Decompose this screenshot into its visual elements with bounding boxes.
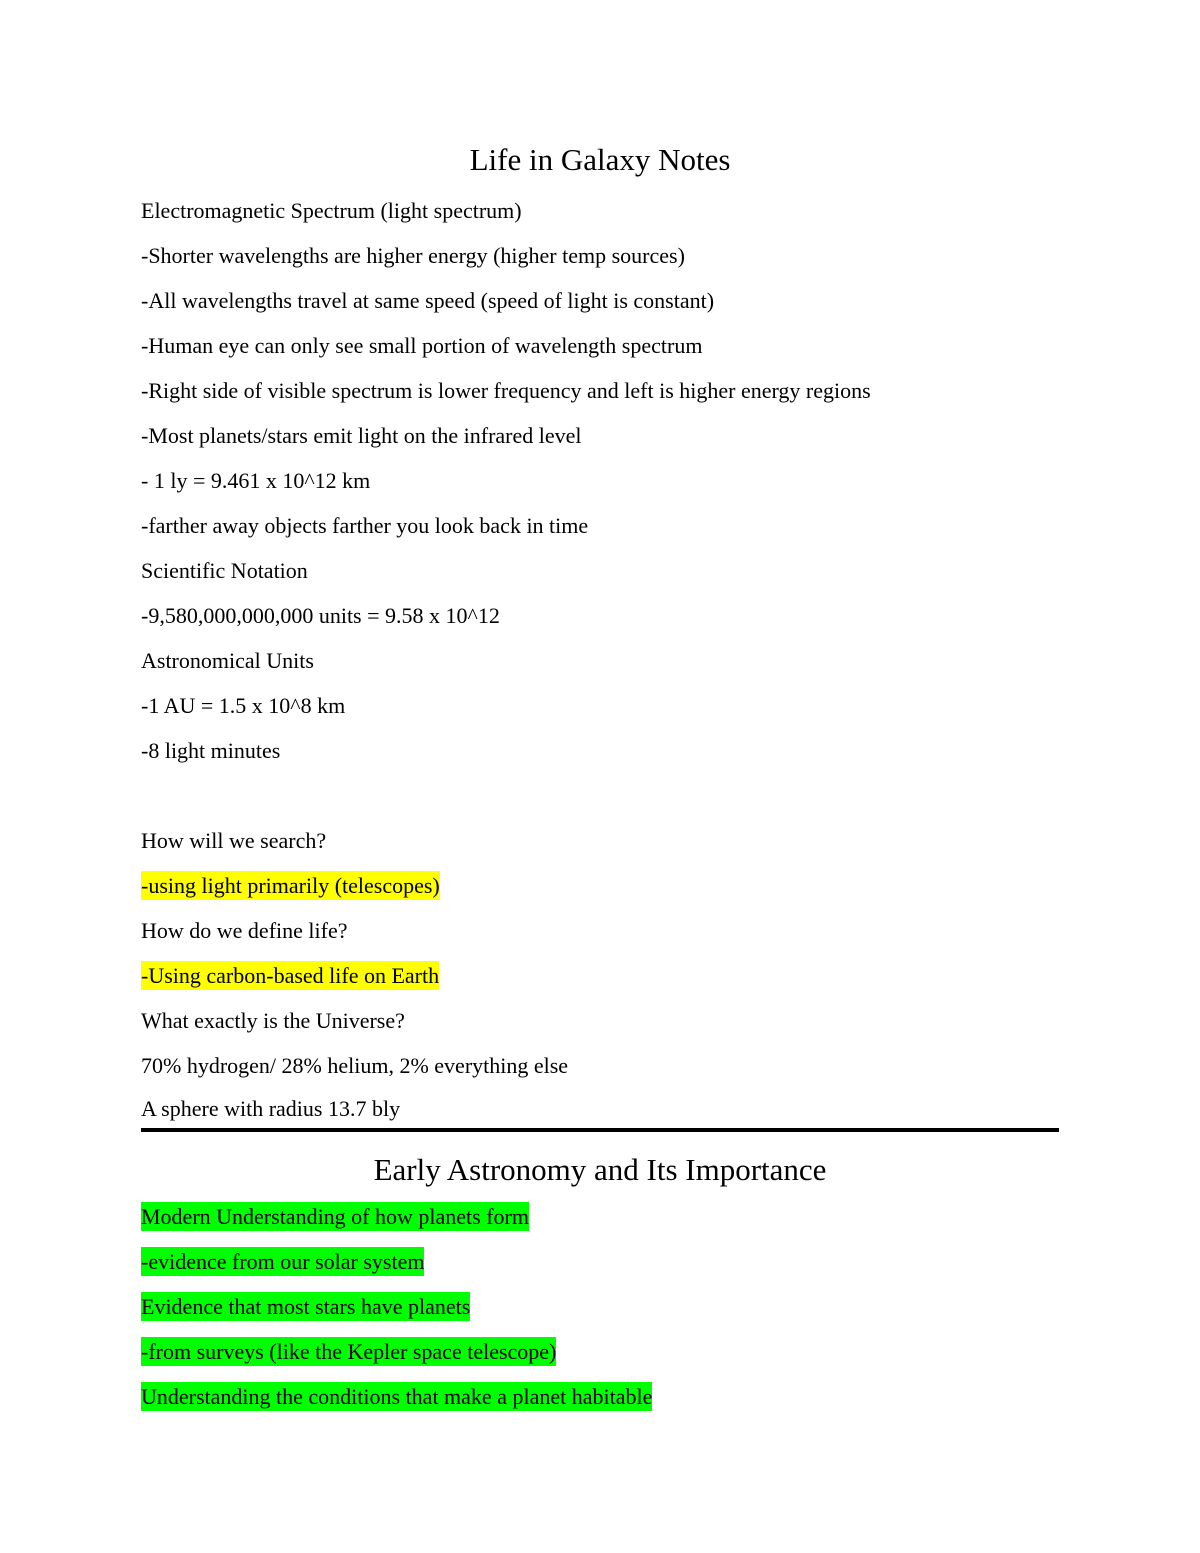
- note-line: -9,580,000,000,000 units = 9.58 x 10^12: [141, 603, 500, 628]
- note-line: Electromagnetic Spectrum (light spectrum): [141, 198, 522, 223]
- note-line-highlighted: Evidence that most stars have planets: [141, 1294, 471, 1319]
- note-line: -farther away objects farther you look back in time: [141, 513, 589, 538]
- note-line-highlighted: Understanding the conditions that make a planet habitable: [141, 1384, 653, 1409]
- blank-line: [141, 773, 1059, 818]
- note-line: 70% hydrogen/ 28% helium, 2% everything else: [141, 1053, 569, 1078]
- title-life-in-galaxy-notes: Life in Galaxy Notes: [469, 142, 731, 177]
- note-line: -Most planets/stars emit light on the infrared level: [141, 423, 582, 448]
- answer-line-highlighted: -using light primarily (telescopes): [141, 873, 440, 898]
- question-line: How do we define life?: [141, 918, 348, 943]
- note-heading-astronomical-units: Astronomical Units: [141, 648, 314, 673]
- question-line: How will we search?: [141, 828, 327, 853]
- note-line: -8 light minutes: [141, 738, 281, 763]
- section-divider: [141, 1128, 1059, 1132]
- note-line-highlighted: -from surveys (like the Kepler space telescope): [141, 1339, 557, 1364]
- note-line: -1 AU = 1.5 x 10^8 km: [141, 693, 346, 718]
- note-line-highlighted: Modern Understanding of how planets form: [141, 1204, 529, 1229]
- answer-line-highlighted: -Using carbon-based life on Earth: [141, 963, 440, 988]
- note-heading-scientific-notation: Scientific Notation: [141, 558, 308, 583]
- note-line: A sphere with radius 13.7 bly: [141, 1096, 401, 1121]
- note-line-highlighted: -evidence from our solar system: [141, 1249, 425, 1274]
- document-page: [141, 140, 1059, 1419]
- note-line: -Human eye can only see small portion of wavelength spectrum: [141, 333, 703, 358]
- note-line: -Shorter wavelengths are higher energy (higher temp sources): [141, 243, 685, 268]
- question-line: What exactly is the Universe?: [141, 1008, 405, 1033]
- note-line: - 1 ly = 9.461 x 10^12 km: [141, 468, 371, 493]
- title-early-astronomy: Early Astronomy and Its Importance: [373, 1152, 827, 1187]
- note-line: -Right side of visible spectrum is lower frequency and left is higher energy regions: [141, 378, 871, 403]
- note-line: -All wavelengths travel at same speed (speed of light is constant): [141, 288, 715, 313]
